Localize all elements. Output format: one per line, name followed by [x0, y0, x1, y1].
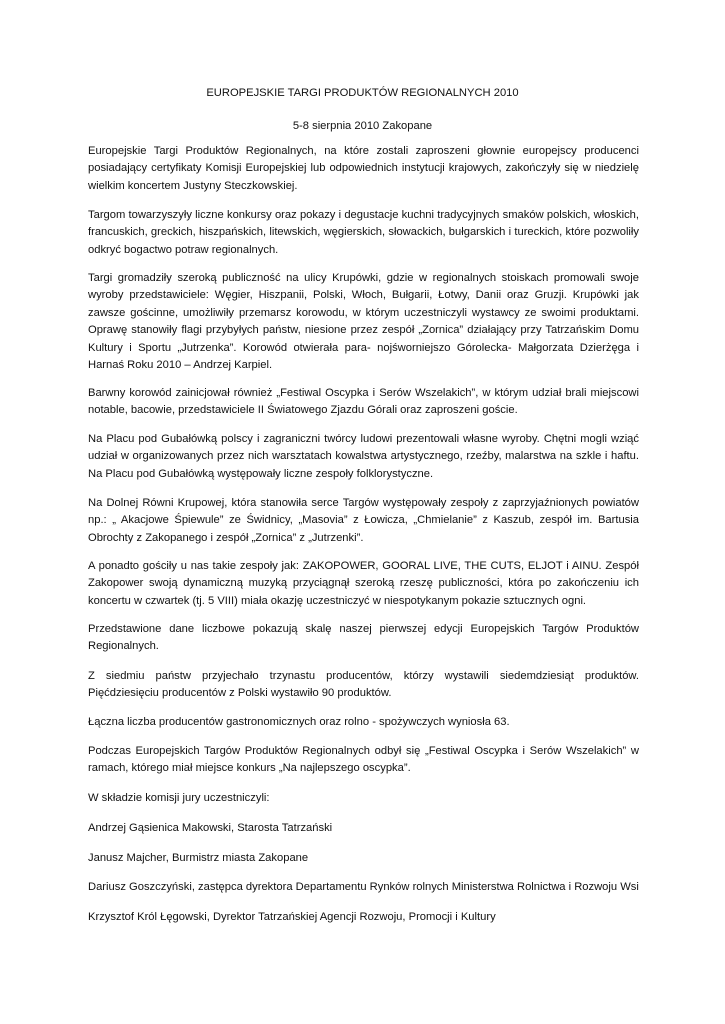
jury-member-4: Krzysztof Król Łęgowski, Dyrektor Tatrzańskiej Agencji Rozwoju, Promocji i Kultury [88, 911, 496, 923]
paragraph-total: Łączna liczba producentów gastronomicznych oraz rolno - spożywczych wyniosła 63. [88, 716, 510, 728]
paragraph-festival: Podczas Europejskich Targów Produktów Regionalnych odbył się „Festiwal Oscypka i Serów Wszelakich” w ramach, którego miał miejsce konkurs „Na najlepszego oscypka”. [88, 745, 639, 775]
jury-member-2: Janusz Majcher, Burmistrz miasta Zakopane [88, 852, 309, 864]
document-subtitle: 5-8 sierpnia 2010 Zakopane [292, 120, 433, 132]
jury-member-1: Andrzej Gąsienica Makowski, Starosta Tatrzański [88, 822, 333, 834]
paragraph-stats-intro: Przedstawione dane liczbowe pokazują skalę naszej pierwszej edycji Europejskich Targów Produktów Regionalnych. [88, 623, 639, 653]
paragraph-parade: Barwny korowód zainicjował również „Festiwal Oscypka i Serów Wszelakich”, w którym udział brali miejscowi notable, bacowie, przedstawiciele II Światowego Zjazdu Górali oraz zaproszeni goście. [88, 387, 639, 417]
paragraph-gubalowka: Na Placu pod Gubałówką polscy i zagraniczni twórcy ludowi prezentowali własne wyroby. Chętni mogli wziąć udział w organizowanych przez nich warsztatach kowalstwa artystycznego, rzeźby, malarstwa na szkle i haftu. Na Placu pod Gubałówką występowały liczne zespoły folklorystyczne. [88, 433, 639, 480]
paragraph-contests: Targom towarzyszyły liczne konkursy oraz pokazy i degustacje kuchni tradycyjnych smaków polskich, włoskich, francuskich, greckich, hiszpańskich, litewskich, węgierskich, słowackich, bułgarskich i tureckich, które pozwoliły odkryć bogactwo potraw regionalnych. [88, 209, 639, 256]
paragraph-krupowki: Targi gromadziły szeroką publiczność na ulicy Krupówki, gdzie w regionalnych stoiskach promowali swoje wyroby przedstawiciele: Węgier, Hiszpanii, Polski, Włoch, Bułgarii, Łotwy, Danii oraz Gruzji. Krupówki jak zawsze gościnne, umożliwiły przemarsz korowodu, w którym uczestniczyli wystawcy ze swoimi produktami. Oprawę stanowiły flagi przybyłych państw, niesione przez zespół „Zornica” działający przy Tatrzańskim Domu Kultury i Sportu „Jutrzenka”. Korowód otwierała para- nojśworniejszo Górolecka- Małgorzata Dzierżęga i Harnaś Roku 2010 – Andrzej Karpiel. [88, 272, 639, 372]
paragraph-intro: Europejskie Targi Produktów Regionalnych, na które zostali zaproszeni głownie europejscy producenci posiadający certyfikaty Komisji Europejskiej lub odpowiednich instytucji krajowych, zakończyły się w niedzielę wielkim koncertem Justyny Steczkowskiej. [88, 145, 639, 192]
paragraph-jury-heading: W składzie komisji jury uczestniczyli: [88, 792, 270, 804]
paragraph-dolna-rownia: Na Dolnej Równi Krupowej, która stanowiła serce Targów występowały zespoły z zaprzyjaźnionych powiatów np.: „ Akacjowe Śpiewule” ze Świdnicy, „Masovia” z Łowicza, „Chmielanie” z Kaszub, zespół im. Bartusia Obrochty z Zakopanego i zespół „Zornica” z „Jutrzenki”. [88, 497, 639, 544]
document-title: EUROPEJSKIE TARGI PRODUKTÓW REGIONALNYCH 2010 [206, 87, 519, 99]
paragraph-bands: A ponadto gościły u nas takie zespoły jak: ZAKOPOWER, GOORAL LIVE, THE CUTS, ELJOT i AINU. Zespół Zakopower swoją dynamiczną muzyką przyciągnął szeroką rzeszę publiczności, która po zakończeniu ich koncertu w czwartek (tj. 5 VIII) miała okazję uczestniczyć w niespotykanym pokazie sztucznych ogni. [88, 560, 639, 607]
jury-member-3: Dariusz Goszczyński, zastępca dyrektora Departamentu Rynków rolnych Ministerstwa Rolnictwa i Rozwoju Wsi [88, 881, 639, 893]
paragraph-producers: Z siedmiu państw przyjechało trzynastu producentów, którzy wystawili siedemdziesiąt produktów. Pięćdziesięciu producentów z Polski wystawiło 90 produktów. [88, 670, 639, 700]
